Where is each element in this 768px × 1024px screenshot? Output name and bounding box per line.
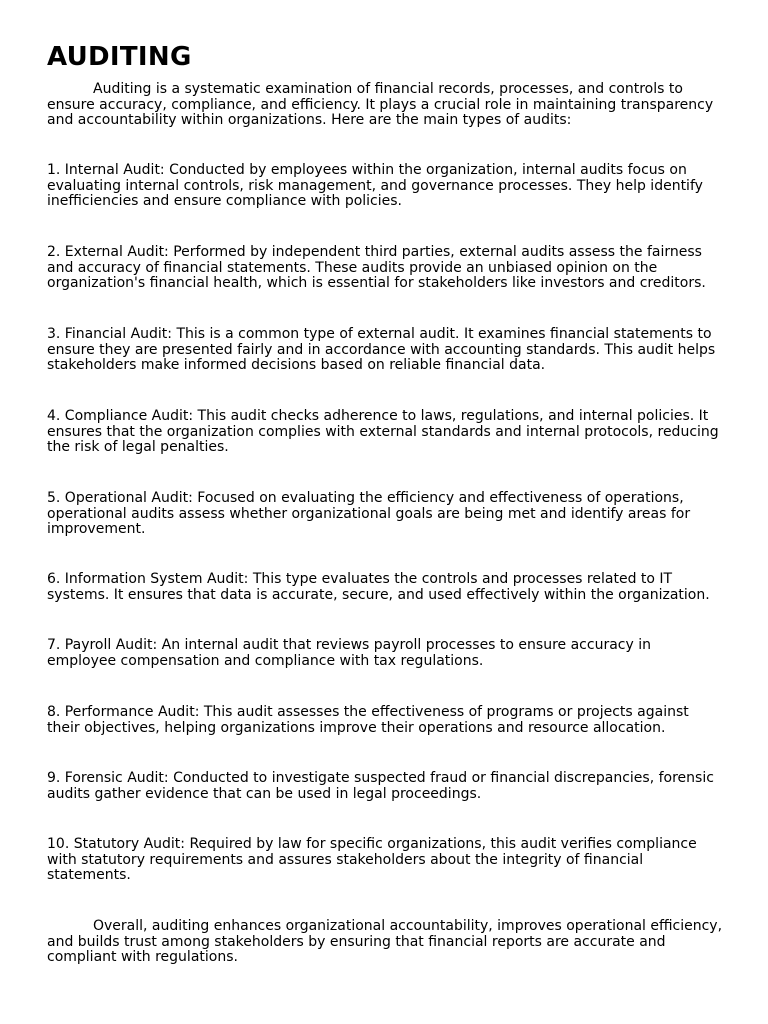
audit-type-item: 1. Internal Audit: Conducted by employees within the organization, internal audits focus on evaluating internal controls, risk management, and governance processes. They help identify inefficiencies and ensure compliance with policies. xyxy=(47,162,703,210)
audit-type-item: 6. Information System Audit: This type evaluates the controls and processes related to IT systems. It ensures that data is accurate, secure, and used effectively within the organization. xyxy=(47,571,710,603)
page-title: AUDITING xyxy=(47,42,192,72)
audit-type-item: 3. Financial Audit: This is a common type of external audit. It examines financial statements to ensure they are presented fairly and in accordance with accounting standards. This audit helps stakeholders make informed decisions based on reliable financial data. xyxy=(47,326,716,374)
audit-type-item: 10. Statutory Audit: Required by law for specific organizations, this audit verifies compliance with statutory requirements and assures stakeholders about the integrity of financial statements. xyxy=(47,836,697,884)
audit-type-item: 2. External Audit: Performed by independent third parties, external audits assess the fairness and accuracy of financial statements. These audits provide an unbiased opinion on the organization's financial health, which is essential for stakeholders like investors and creditors. xyxy=(47,244,706,292)
audit-type-item: 4. Compliance Audit: This audit checks adherence to laws, regulations, and internal policies. It ensures that the organization complies with external standards and internal protocols, reducing the risk of legal penalties. xyxy=(47,408,719,456)
audit-type-item: 9. Forensic Audit: Conducted to investigate suspected fraud or financial discrepancies, forensic audits gather evidence that can be used in legal proceedings. xyxy=(47,770,714,802)
audit-type-item: 8. Performance Audit: This audit assesses the effectiveness of programs or projects against their objectives, helping organizations improve their operations and resource allocation. xyxy=(47,704,689,736)
intro-paragraph: Auditing is a systematic examination of financial records, processes, and controls to ensure accuracy, compliance, and efficiency. It plays a crucial role in maintaining transparency and accountability within organizations. Here are the main types of audits: xyxy=(47,81,714,129)
conclusion-paragraph: Overall, auditing enhances organizational accountability, improves operational efficiency, and builds trust among stakeholders by ensuring that financial reports are accurate and compliant with regulations. xyxy=(47,918,723,966)
audit-type-item: 5. Operational Audit: Focused on evaluating the efficiency and effectiveness of operations, operational audits assess whether organizational goals are being met and identify areas for improvement. xyxy=(47,490,691,538)
audit-type-item: 7. Payroll Audit: An internal audit that reviews payroll processes to ensure accuracy in employee compensation and compliance with tax regulations. xyxy=(47,637,651,669)
